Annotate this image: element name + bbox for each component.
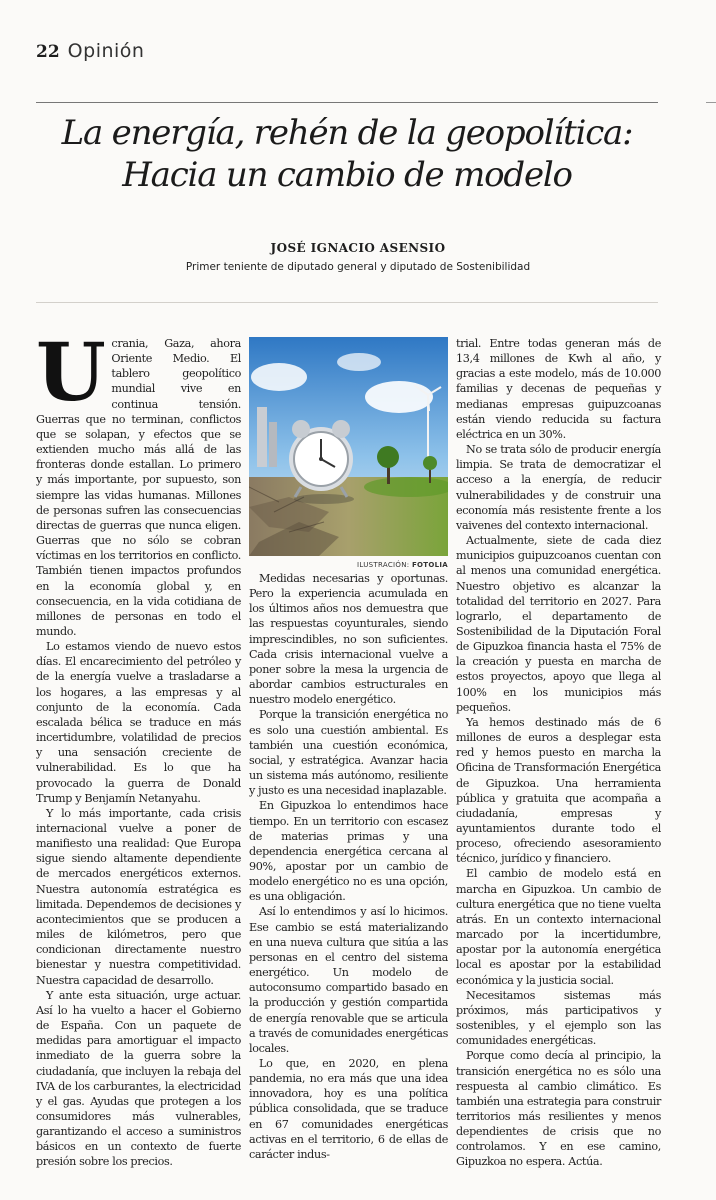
credit-source: FOTOLIA	[411, 561, 448, 569]
article-paragraph: Medidas necesarias y oportunas. Pero la experiencia acumulada en los últimos años nos demuestra que las respuestas coyunturales, siendo imprescindibles, no son suficientes. Cada crisis internacional vuelve a poner sobre la mesa la urgencia de abordar cambios estructurales en nuestro modelo energético.	[249, 572, 448, 707]
headline-line-2: Hacia un cambio de modelo	[122, 155, 572, 195]
article-paragraph: No se trata sólo de producir energía limpia. Se trata de democratizar el acceso a la energía, de reducir vulnerabilidades y de construir una economía más resistente frente a los vaivenes del contexto internacional.	[456, 443, 661, 532]
drop-cap: U	[36, 325, 106, 419]
header-rule	[36, 102, 658, 103]
headline-line-1: La energía, rehén de la geopolítica:	[61, 113, 633, 153]
page-number: 22	[36, 42, 60, 62]
author-role: Primer teniente de diputado general y diputado de Sostenibilidad	[185, 261, 531, 273]
article-paragraph: Ucrania, Gaza, ahora Oriente Medio. El tablero geopolítico mundial vive en continua tensión. Guerras que no terminan, conflictos que se solapan, y efectos que se extienden mucho más allá de las fronteras donde estallan. Lo primero y más importante, por supuesto, son siempre las vidas humanas. Millones de personas sufren las consecuencias directas de guerras que nunca eligen. Guerras que no sólo se cobran víctimas en los territorios en conflicto. También tienen impactos profundos en la economía global y, en consecuencia, en la vida cotidiana de millones de personas en todo el mundo.	[36, 325, 241, 638]
article-paragraph: Ya hemos destinado más de 6 millones de euros a desplegar esta red y hemos puesto en marcha la Oficina de Transformación Energética de Gipuzkoa. Una herramienta pública y gratuita que acompaña a ciudadanía, empresas y ayuntamientos durante todo el proceso, ofreciendo asesoramiento técnico, jurídico y financiero.	[456, 715, 661, 866]
article-column-3	[456, 336, 661, 1170]
article-paragraph: Y lo más importante, cada crisis internacional vuelve a poner de manifiesto una realidad: Que Europa sigue siendo altamente dependiente de mercados energéticos externos. Nuestra autonomía estratégica es limitada. Dependemos de decisiones y acontecimientos que se producen a miles de kilómetros, pero que condicionan directamente nuestro bienestar y nuestra competitividad. Nuestra capacidad de desarrollo.	[36, 806, 241, 987]
byline-rule	[36, 302, 658, 303]
article-paragraph: Actualmente, siete de cada diez municipios guipuzcoanos cuentan con al menos una comunidad energética. Nuestro objetivo es alcanzar la totalidad del territorio en 2027. Para lograrlo, el departamento de Sostenibilidad de la Diputación Foral de Gipuzkoa financia hasta el 75% de la creación y puesta en marcha de estos proyectos, apoyo que llega al 100% en los municipios más pequeños.	[456, 534, 661, 714]
article-paragraph: trial. Entre todas generan más de 13,4 millones de Kwh al año, y gracias a este modelo, más de 10.000 familias y decenas de pequeñas y medianas empresas guipuzcoanas están viendo reducida su factura eléctrica en un 30%.	[456, 337, 661, 441]
article-illustration	[249, 337, 448, 556]
article-column-1	[36, 325, 241, 1170]
article-paragraph: Y ante esta situación, urge actuar. Así lo ha vuelto a hacer el Gobierno de España. Con un paquete de medidas para amortiguar el impacto inmediato de la guerra sobre la ciudadanía, que incluyen la rebaja del IVA de los carburantes, la electricidad y el gas. Ayudas que protegen a los consumidores más vulnerables, garantizando el acceso a suministros básicos en un contexto de fuerte presión sobre los precios.	[36, 988, 241, 1169]
article-paragraph: Lo que, en 2020, en plena pandemia, no era más que una idea innovadora, hoy es una política pública consolidada, que se traduce en 67 comunidades energéticas activas en el territorio, 6 de ellas de carácter indus-	[249, 1057, 448, 1161]
article-paragraph: En Gipuzkoa lo entendimos hace tiempo. En un territorio con escasez de materias primas y una dependencia energética cercana al 90%, apostar por un cambio de modelo energético no es una opción, es una obligación.	[249, 799, 448, 904]
article-paragraph: Así lo entendimos y así lo hicimos. Ese cambio se está materializando en una nueva cultura que sitúa a las personas en el centro del sistema energético. Un modelo de autoconsumo compartido basado en la producción y gestión compartida de energía renovable que se articula a través de comunidades energéticas locales.	[249, 905, 448, 1055]
article-paragraph: Porque como decía al principio, la transición energética no es sólo una respuesta al cambio climático. Es también una estrategia para construir territorios más resilientes y menos dependientes de crisis que no controlamos. Y en ese camino, Gipuzkoa no espera. Actúa.	[456, 1049, 661, 1169]
author-name: JOSÉ IGNACIO ASENSIO	[270, 241, 446, 255]
margin-mark	[706, 102, 716, 103]
article-column-2	[249, 571, 448, 1162]
page-header	[36, 40, 144, 68]
illustration-credit	[249, 561, 448, 569]
article-headline	[36, 112, 658, 196]
article-paragraph: Necesitamos sistemas más próximos, más participativos y sostenibles, y el ejemplo son las comunidades energéticas.	[456, 988, 661, 1048]
section-name: Opinión	[67, 40, 145, 62]
article-paragraph: El cambio de modelo está en marcha en Gipuzkoa. Un cambio de cultura energética que no tiene vuelta atrás. En un contexto internacional marcado por la incertidumbre, apostar por la autonomía energética local es apostar por la estabilidad económica y la justicia social.	[456, 867, 661, 987]
credit-label: ILUSTRACIÓN:	[357, 561, 410, 569]
article-paragraph: Lo estamos viendo de nuevo estos días. El encarecimiento del petróleo y de la energía vuelve a trasladarse a los hogares, a las empresas y al conjunto de la economía. Cada escalada bélica se traduce en más incertidumbre, volatilidad de precios y una sensación creciente de vulnerabilidad. Es lo que ha provocado la guerra de Donald Trump y Benjamín Netanyahu.	[36, 640, 241, 805]
article-paragraph: Porque la transición energética no es solo una cuestión ambiental. Es también una cuestión económica, social, y estratégica. Avanzar hacia un sistema más autónomo, resiliente y justo es una necesidad inaplazable.	[249, 708, 448, 798]
